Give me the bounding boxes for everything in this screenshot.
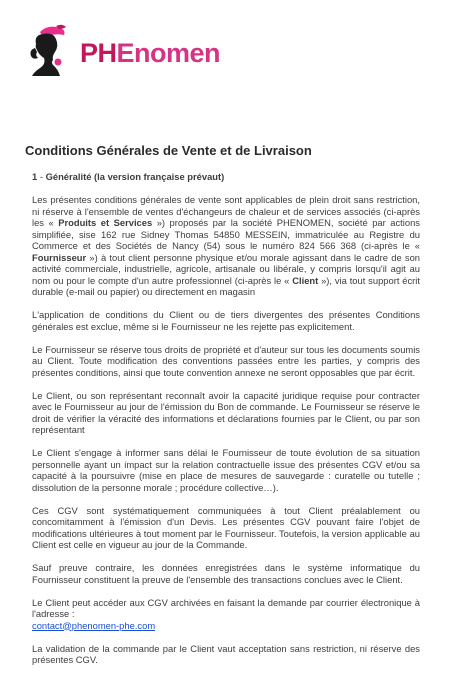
section-1-heading: 1 - Généralité (la version française prévaut) xyxy=(32,171,225,182)
paragraph-2: L'application de conditions du Client ou de tiers divergentes des présentes Conditions générales est exclue, même si le Fournisseur ne les rejette pas explicitement. xyxy=(32,309,420,332)
p8-text: Le Client peut accéder aux CGV archivées en faisant la demande par courrier électronique à l'adresse : xyxy=(32,596,420,619)
section-label: Généralité (la version française prévaut) xyxy=(45,171,225,182)
paragraph-7: Sauf preuve contraire, les données enregistrées dans le système informatique du Fournisseur constituent la preuve de l'ensemble des transactions conclues avec le Client. xyxy=(32,562,420,585)
p1-text-2: ») proposés par la société PHENOMEN, société par actions simplifiée, sise 162 rue Sidney Thomas 54850 MESSEIN, immatriculée au Registre du Commerce et des Sociétés de Nancy (54) sous le numéro 824 566 368 (ci-après le « xyxy=(32,217,420,251)
logo-wordmark xyxy=(80,40,220,67)
logo-text-ph: PH xyxy=(80,38,117,68)
paragraph-1 xyxy=(32,194,420,298)
paragraph-9: La validation de la commande par le Client vaut acceptation sans restriction, ni réserve des présentes CGV. xyxy=(32,642,420,665)
p1-text-1: Les présentes conditions générales de vente sont applicables de plein droit sans restriction, ni réserve à l'ensemble de ventes d'échangeurs de chaleur et de services associés (ci-après les « xyxy=(32,194,420,228)
contact-email-link[interactable]: contact@phenomen-phe.com xyxy=(32,619,156,631)
p1-bold-fournisseur: Fournisseur xyxy=(32,251,90,263)
company-logo xyxy=(26,22,226,78)
logo-text-rest: Enomen xyxy=(116,38,221,68)
paragraph-6: Ces CGV sont systématiquement communiquées à tout Client préalablement ou concomitamment à l'émission d'un Devis. Les présentes CGV pouvant faire l'objet de modifications ultérieures à tout moment par le Fournisseur. Toutefois, la version applicable au Client est celle en vigueur au jour de la Commande. xyxy=(32,504,420,550)
paragraph-4: Le Client, ou son représentant reconnaît avoir la capacité juridique requise pour contracter avec le Fournisseur au jour de l'émission du Bon de commande. Le Fournisseur se réserve le droit de vérifier la véracité des informations et déclarations fournies par le Client, ou par son représentant xyxy=(32,389,420,435)
p1-text-4: »), via tout support écrit durable (e-mail ou papier) ou directement en magasin xyxy=(32,274,420,297)
paragraph-8 xyxy=(32,597,420,632)
paragraph-3: Le Fournisseur se réserve tous droits de propriété et d'auteur sur tous les documents soumis au Client. Toute modification des conventions passées entre les parties, y compris des présentes conditions, ainsi que toute convention annexe ne seront opposables que par écrit. xyxy=(32,343,420,378)
section-number: 1 xyxy=(32,171,38,182)
document-body xyxy=(32,171,420,677)
paragraph-5: Le Client s'engage à informer sans délai le Fournisseur de toute évolution de sa situation personnelle ayant un impact sur la relation contractuelle issue des présentes CGV et/ou sa capacité à la poursuivre (mise en place de mesures de sauvegarde : curatelle ou tutelle ; dissolution de la personne morale ; procédure collective…). xyxy=(32,447,420,493)
woman-silhouette-logo-icon xyxy=(26,22,72,78)
page-title: Conditions Générales de Vente et de Livraison xyxy=(25,143,312,158)
p1-text-3: ») à tout client personne physique et/ou morale agissant dans le cadre de son activité commerciale, industrielle, agricole, artisanale ou libérale, y compris lorsqu'il agit au nom ou pour le compte d'un autre professionnel (ci-après le « xyxy=(32,251,421,286)
p1-bold-client: Client xyxy=(289,274,322,286)
p1-bold-produits-services: Produits et Services xyxy=(53,217,157,228)
